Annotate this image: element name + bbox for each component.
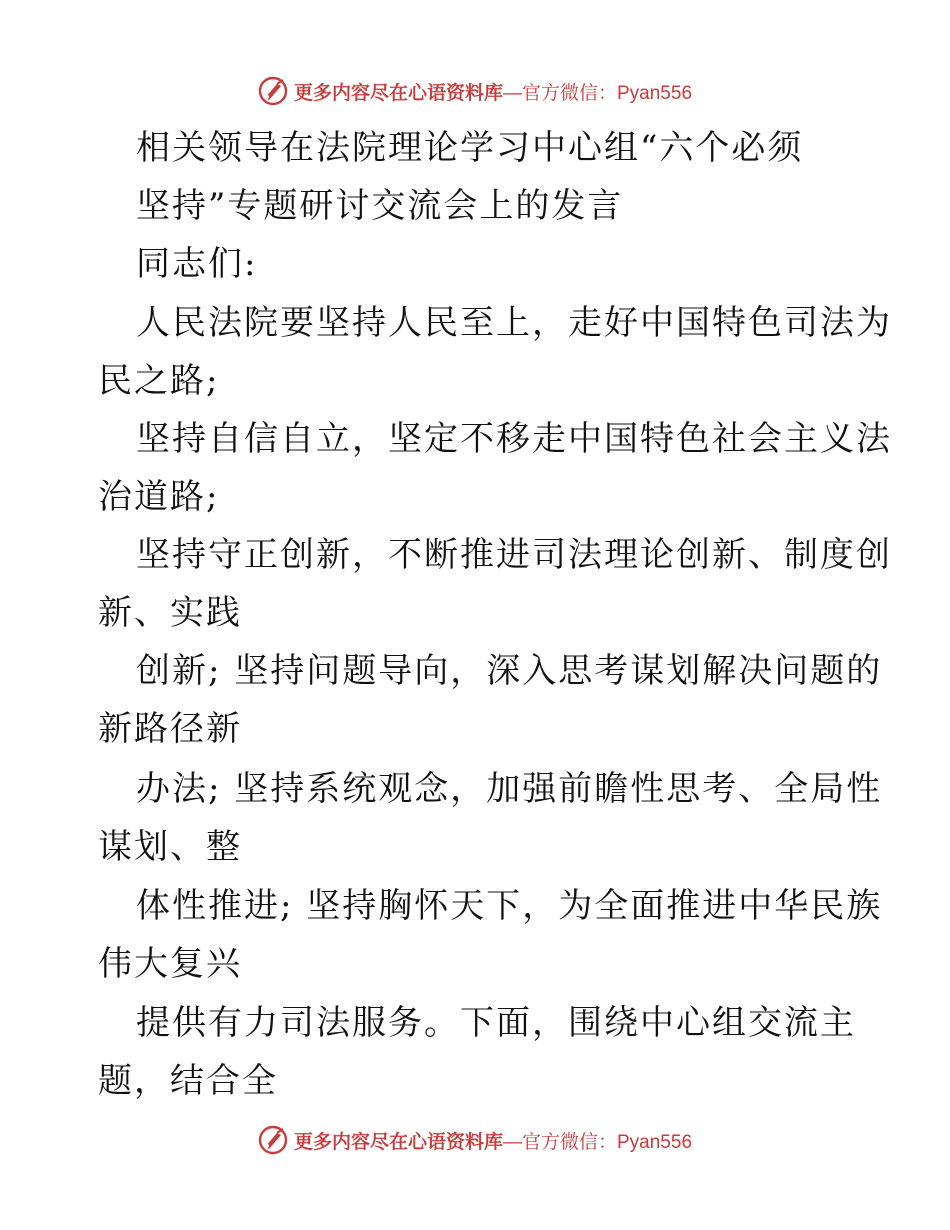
paragraph-line: 创新; 坚持问题导向，深入思考谋划解决问题的	[136, 651, 883, 691]
paragraph-line: 伟大复兴	[98, 944, 242, 984]
footer-banner-main: 更多内容尽在心语资料库	[293, 1130, 503, 1153]
footer-banner	[0, 1120, 950, 1160]
quill-logo-icon	[258, 76, 288, 106]
paragraph-line: 新路径新	[98, 709, 242, 749]
salutation: 同志们:	[136, 244, 258, 284]
paragraph-line: 人民法院要坚持人民至上，走好中国特色司法为	[136, 303, 892, 343]
document-title-line-2: 坚持”专题研讨交流会上的发言	[136, 186, 624, 226]
header-banner-main: 更多内容尽在心语资料库	[293, 81, 503, 104]
paragraph-line: 民之路;	[98, 361, 220, 401]
paragraph-line: 坚持守正创新，不断推进司法理论创新、制度创	[136, 535, 892, 575]
paragraph-line: 提供有力司法服务。下面，围绕中心组交流主	[136, 1003, 856, 1043]
paragraph-line: 办法; 坚持系统观念，加强前瞻性思考、全局性	[136, 769, 883, 809]
footer-banner-text	[294, 1127, 692, 1154]
quill-logo-icon	[258, 1125, 288, 1155]
header-banner-text	[294, 78, 692, 105]
paragraph-line: 治道路;	[98, 477, 220, 517]
paragraph-line: 坚持自信自立，坚定不移走中国特色社会主义法	[136, 419, 892, 459]
paragraph-line: 体性推进; 坚持胸怀天下，为全面推进中华民族	[136, 886, 883, 926]
footer-banner-tail: —官方微信：Pyan556	[503, 1131, 693, 1153]
paragraph-line: 谋划、整	[98, 827, 242, 867]
header-banner	[0, 71, 950, 111]
document-title-line-1: 相关领导在法院理论学习中心组“六个必须	[136, 128, 804, 168]
header-banner-tail: —官方微信：Pyan556	[503, 82, 693, 104]
paragraph-line: 新、实践	[98, 593, 242, 633]
paragraph-line: 题，结合全	[98, 1061, 278, 1101]
